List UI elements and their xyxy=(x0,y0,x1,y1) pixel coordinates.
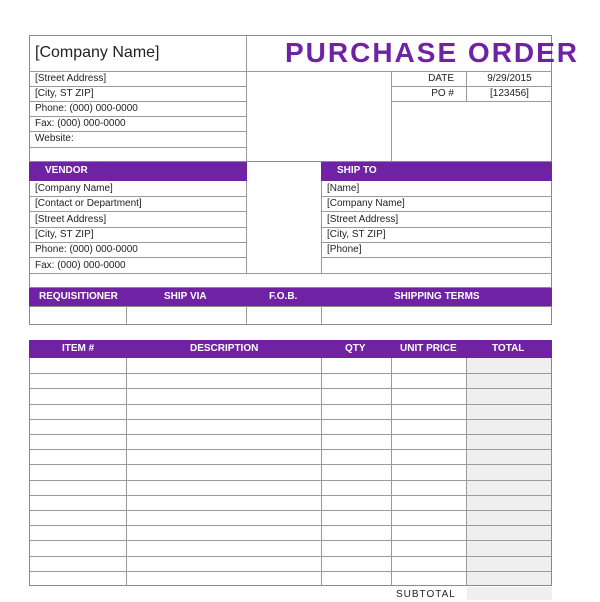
row-rule xyxy=(391,101,552,102)
shipto-header-label: SHIP TO xyxy=(337,165,377,176)
company-city: [City, ST ZIP] xyxy=(35,88,94,99)
subtotal-label: SUBTOTAL xyxy=(396,589,456,600)
company-phone: Phone: (000) 000-0000 xyxy=(35,103,138,114)
items-table-border xyxy=(29,358,552,586)
subtotal-value[interactable] xyxy=(467,587,552,600)
requisitioner-label: REQUISITIONER xyxy=(39,291,118,302)
items-divider xyxy=(321,358,322,586)
shipto-line: [Street Address] xyxy=(327,213,399,225)
shipping-divider xyxy=(126,306,127,325)
vendor-line: [Contact or Department] xyxy=(35,198,142,210)
shipping-divider xyxy=(246,306,247,325)
shipping-divider xyxy=(321,306,322,325)
items-divider xyxy=(391,358,392,586)
col-total: TOTAL xyxy=(492,343,525,354)
vendor-line: Fax: (000) 000-0000 xyxy=(35,259,126,271)
row-rule xyxy=(321,257,552,258)
shipto-header xyxy=(321,162,552,181)
company-name: [Company Name] xyxy=(35,44,160,61)
shipping-terms-label: SHIPPING TERMS xyxy=(394,291,480,302)
po-label: PO # xyxy=(431,88,454,99)
items-divider xyxy=(126,358,127,586)
items-divider xyxy=(466,358,467,586)
date-label: DATE xyxy=(428,73,454,84)
row-rule xyxy=(29,147,246,148)
company-street: [Street Address] xyxy=(35,73,107,84)
shipping-bar xyxy=(29,288,552,307)
col-qty: QTY xyxy=(345,343,366,354)
shipping-row xyxy=(29,306,552,325)
header-divider xyxy=(246,35,247,162)
row-rule xyxy=(29,273,247,274)
fob-label: F.O.B. xyxy=(269,291,298,302)
page-title: PURCHASE ORDER xyxy=(285,37,580,68)
company-fax: Fax: (000) 000-0000 xyxy=(35,118,126,129)
col-unit-price: UNIT PRICE xyxy=(400,343,457,354)
vendor-line: Phone: (000) 000-0000 xyxy=(35,244,138,256)
items-header xyxy=(29,340,552,358)
vendor-header xyxy=(29,162,247,181)
date-value[interactable]: 9/29/2015 xyxy=(487,73,532,84)
ship-via-label: SHIP VIA xyxy=(164,291,207,302)
shipto-line: [Company Name] xyxy=(327,198,405,210)
vendor-line: [City, ST ZIP] xyxy=(35,228,94,240)
col-item: ITEM # xyxy=(62,343,95,354)
po-value[interactable]: [123456] xyxy=(490,88,529,99)
company-website: Website: xyxy=(35,133,74,144)
col-description: DESCRIPTION xyxy=(190,343,259,354)
vendor-line: [Company Name] xyxy=(35,183,113,194)
shipto-line: [Phone] xyxy=(327,244,362,256)
vendor-line: [Street Address] xyxy=(35,213,107,225)
shipto-line: [City, ST ZIP] xyxy=(327,228,386,240)
shipto-line: [Name] xyxy=(327,183,360,194)
vendor-header-label: VENDOR xyxy=(45,165,88,176)
